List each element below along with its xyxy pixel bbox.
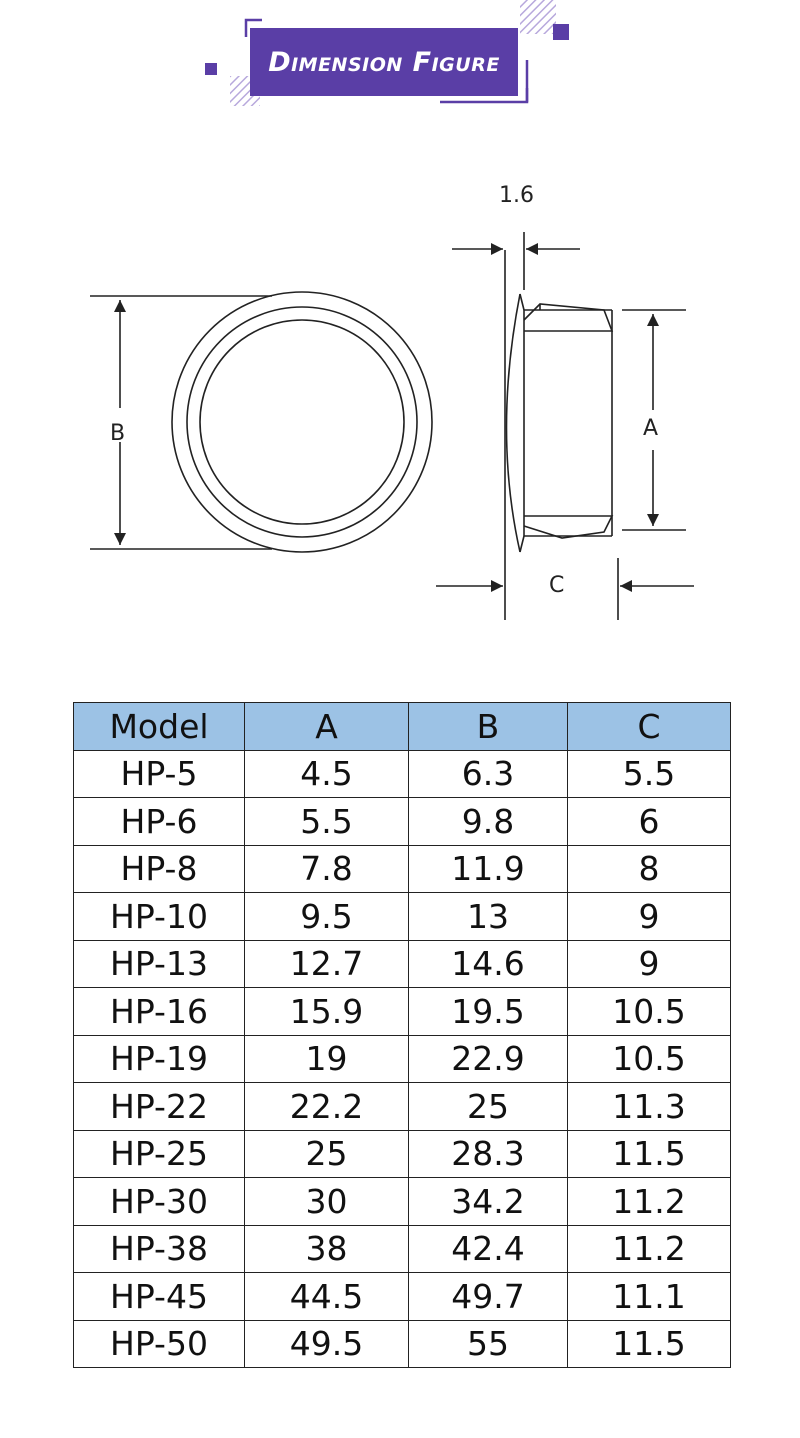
model-cell: HP-25 [74,1130,245,1178]
a-cell: 7.8 [245,845,409,893]
table-row [74,1130,731,1178]
a-cell: 49.5 [245,1320,409,1368]
technical-drawing [0,160,800,640]
model-cell: HP-5 [74,750,245,798]
model-cell: HP-6 [74,798,245,846]
dimension-c [436,558,694,620]
column-header-c: C [568,703,731,751]
column-header-model: Model [74,703,245,751]
c-cell: 11.5 [568,1130,731,1178]
model-cell: HP-50 [74,1320,245,1368]
b-cell: 55 [409,1320,568,1368]
table-row [74,988,731,1036]
middle-ring [187,307,417,537]
table-row [74,798,731,846]
dimension-label-a: A [643,416,659,441]
a-cell: 44.5 [245,1273,409,1321]
dimension-drawing [0,160,800,640]
c-cell: 9 [568,940,731,988]
table-row [74,1273,731,1321]
b-cell: 11.9 [409,845,568,893]
c-cell: 6 [568,798,731,846]
model-cell: HP-13 [74,940,245,988]
dot-square-left [205,63,217,75]
c-cell: 5.5 [568,750,731,798]
c-cell: 9 [568,893,731,941]
table-header-row [74,703,731,751]
b-cell: 42.4 [409,1225,568,1273]
a-cell: 15.9 [245,988,409,1036]
model-cell: HP-10 [74,893,245,941]
a-cell: 12.7 [245,940,409,988]
table-row [74,893,731,941]
c-cell: 11.1 [568,1273,731,1321]
c-cell: 11.5 [568,1320,731,1368]
a-cell: 19 [245,1035,409,1083]
c-cell: 10.5 [568,1035,731,1083]
b-cell: 19.5 [409,988,568,1036]
b-cell: 6.3 [409,750,568,798]
model-cell: HP-22 [74,1083,245,1131]
dimension-label-thickness: 1.6 [499,183,534,208]
c-cell: 11.3 [568,1083,731,1131]
page-title: Dimension Figure [268,46,500,78]
dot-square-right [553,24,569,40]
a-cell: 30 [245,1178,409,1226]
b-cell: 13 [409,893,568,941]
front-view [172,292,432,552]
b-cell: 34.2 [409,1178,568,1226]
dimension-label-b: B [110,421,126,446]
table-row [74,1225,731,1273]
a-cell: 38 [245,1225,409,1273]
table-row [74,1320,731,1368]
column-header-a: A [245,703,409,751]
dimension-label-c: C [549,573,565,598]
model-cell: HP-8 [74,845,245,893]
a-cell: 5.5 [245,798,409,846]
model-cell: HP-16 [74,988,245,1036]
c-cell: 11.2 [568,1225,731,1273]
c-cell: 10.5 [568,988,731,1036]
model-cell: HP-45 [74,1273,245,1321]
title-banner [0,0,800,120]
c-cell: 8 [568,845,731,893]
b-cell: 28.3 [409,1130,568,1178]
hatch-square-right [520,0,556,34]
model-cell: HP-19 [74,1035,245,1083]
b-cell: 14.6 [409,940,568,988]
dimension-table [73,702,731,1368]
a-cell: 25 [245,1130,409,1178]
table-row [74,940,731,988]
model-cell: HP-30 [74,1178,245,1226]
table-row [74,1035,731,1083]
b-cell: 25 [409,1083,568,1131]
a-cell: 22.2 [245,1083,409,1131]
a-cell: 9.5 [245,893,409,941]
b-cell: 49.7 [409,1273,568,1321]
table-row [74,750,731,798]
a-cell: 4.5 [245,750,409,798]
column-header-b: B [409,703,568,751]
model-cell: HP-38 [74,1225,245,1273]
c-cell: 11.2 [568,1178,731,1226]
table-body [74,750,731,1368]
side-view [505,250,612,620]
table-row [74,1083,731,1131]
inner-ring [200,320,404,524]
b-cell: 9.8 [409,798,568,846]
table-row [74,1178,731,1226]
dimension-thickness [452,232,580,290]
table-row [74,845,731,893]
b-cell: 22.9 [409,1035,568,1083]
outer-ring [172,292,432,552]
